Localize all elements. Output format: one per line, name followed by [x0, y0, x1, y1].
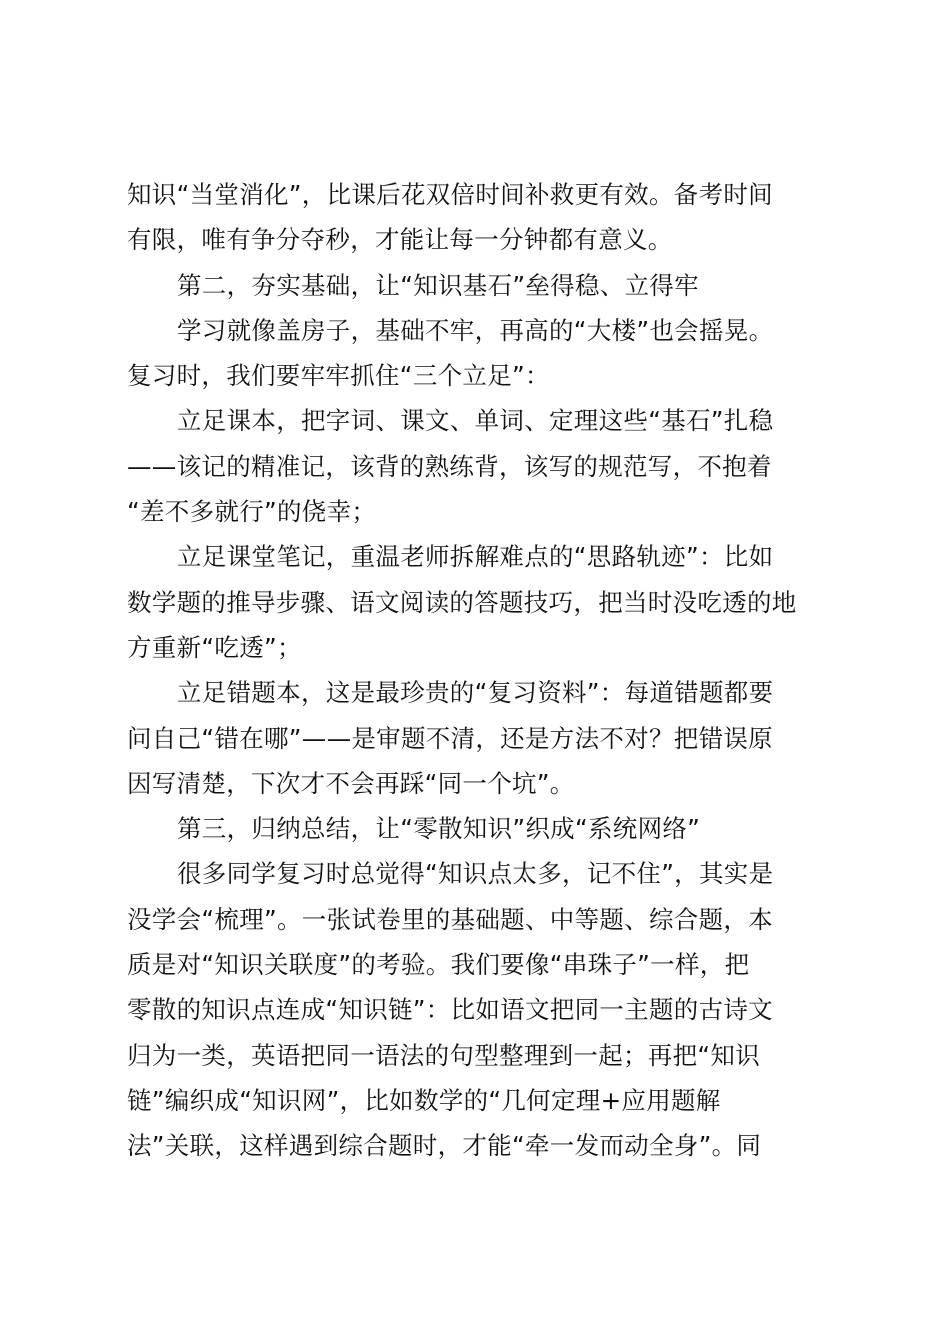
text-line: 法”关联，这样遇到综合题时，才能“牵一发而动全身”。同 [127, 1131, 762, 1161]
text-line: 链”编织成“知识网”，比如数学的“几何定理+应用题解 [127, 1085, 721, 1115]
text-line: 归为一类，英语把同一语法的句型整理到一起；再把“知识 [127, 1040, 760, 1070]
text-line: 方重新“吃透”； [127, 632, 302, 662]
document-page [127, 172, 832, 1169]
text-line: 知识“当堂消化”，比课后花双倍时间补救更有效。备考时间 [127, 180, 773, 209]
text-line: “差不多就行”的侥幸； [127, 497, 377, 527]
text-line: 数学题的推导步骤、语文阅读的答题技巧，把当时没吃透的地 [127, 587, 797, 617]
text-line: 学习就像盖房子，基础不牢，再高的“大楼”也会摇晃。 [177, 315, 774, 345]
text-line: 没学会“梳理”。一张试卷里的基础题、中等题、综合题，本 [127, 904, 773, 934]
section-heading: 第三，归纳总结，让“零散知识”织成“系统网络” [177, 814, 701, 844]
text-line: 立足课堂笔记，重温老师拆解难点的“思路轨迹”：比如 [177, 542, 774, 572]
text-line: 立足课本，把字词、课文、单词、定理这些“基石”扎稳 [177, 406, 774, 436]
text-line: 立足错题本，这是最珍贵的“复习资料”：每道错题都要 [177, 678, 774, 708]
text-line: 质是对“知识关联度”的考验。我们要像“串珠子”一样，把 [127, 950, 750, 980]
text-line: 零散的知识点连成“知识链”：比如语文把同一主题的古诗文 [127, 995, 773, 1025]
text-line: 很多同学复习时总觉得“知识点太多，记不住”，其实是 [177, 859, 774, 889]
text-line: 问自己“错在哪”——是审题不清，还是方法不对？把错误原 [127, 723, 773, 753]
text-line: ——该记的精准记，该背的熟练背，该写的规范写，不抱着 [127, 451, 772, 481]
text-line: 因写清楚，下次才不会再踩“同一个坑”。 [127, 768, 575, 798]
section-heading: 第二，夯实基础，让“知识基石”垒得稳、立得牢 [177, 270, 699, 300]
text-line: 复习时，我们要牢牢抓住“三个立足”： [127, 361, 550, 391]
text-line: 有限，唯有争分夺秒，才能让每一分钟都有意义。 [127, 225, 673, 255]
